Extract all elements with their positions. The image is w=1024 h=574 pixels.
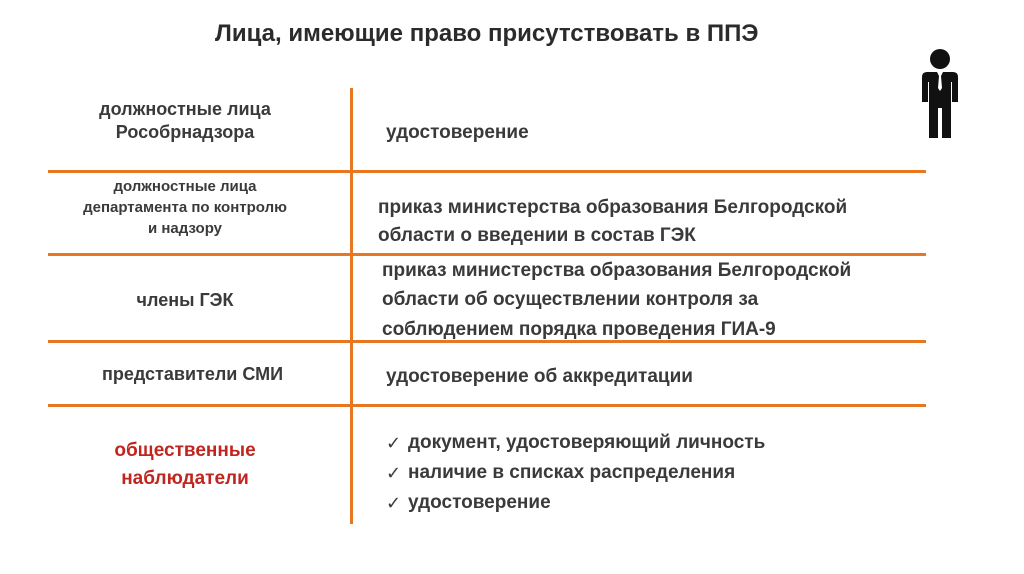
- row-label-rosobrnadzor: должностные лица Рособрнадзора: [99, 99, 271, 143]
- checkmark-icon: ✓: [386, 432, 402, 453]
- list-item-text: удостоверение: [408, 492, 551, 513]
- row-doc-control-department: приказ министерства образования Белгородской области о введении в состав ГЭК: [378, 197, 848, 246]
- row-label-gek-members: члены ГЭК: [136, 290, 234, 310]
- row-doc-media: удостоверение об аккредитации: [386, 366, 693, 387]
- row-label-control-department: должностные лица департамента по контролю и надзору: [83, 178, 287, 237]
- row-divider: [48, 404, 926, 407]
- observer-doc-list: [386, 428, 765, 518]
- page-title: Лица, имеющие право присутствовать в ППЭ: [215, 20, 759, 47]
- list-item-text: документ, удостоверяющий личность: [408, 432, 766, 453]
- list-item: [386, 458, 765, 488]
- list-item-text: наличие в списках распределения: [408, 462, 736, 483]
- row-doc-gek-members: приказ министерства образования Белгородской области об осуществлении контроля за соблюдением порядка проведения ГИА-9: [382, 260, 852, 340]
- row-doc-rosobrnadzor: удостоверение: [386, 122, 529, 143]
- row-label-media: представители СМИ: [101, 364, 284, 384]
- list-item: [386, 428, 765, 458]
- column-divider: [350, 88, 353, 524]
- row-divider: [48, 170, 926, 173]
- checkmark-icon: ✓: [386, 492, 402, 513]
- list-item: [386, 488, 765, 518]
- checkmark-icon: ✓: [386, 462, 402, 483]
- row-label-public-observers: общественные наблюдатели: [114, 440, 256, 489]
- person-with-tie-icon: [918, 48, 962, 140]
